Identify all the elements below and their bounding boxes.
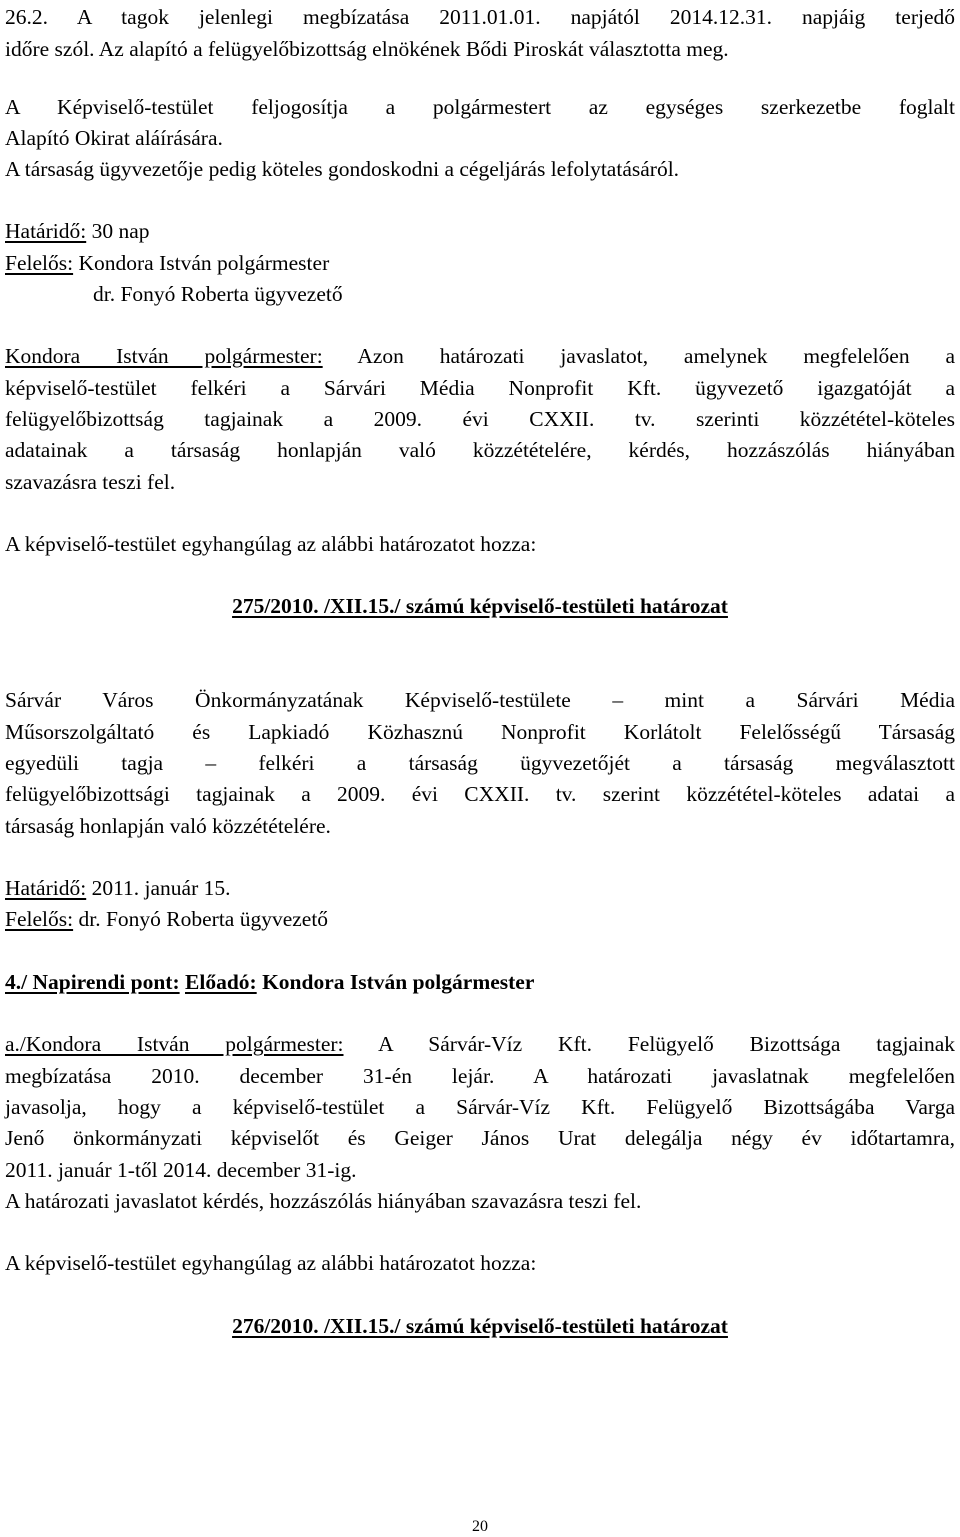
speech-text: Azon határozati javaslatot, amelynek megfelelően a xyxy=(322,344,955,368)
deadline-value: 2011. január 15. xyxy=(86,876,231,900)
vote-line: A képviselő-testület egyhangúlag az alábbi határozatot hozza: xyxy=(5,1251,537,1275)
paragraph-line: Alapító Okirat aláírására. xyxy=(5,126,223,150)
deadline-line xyxy=(5,875,955,901)
resolution-title xyxy=(0,1313,960,1339)
paragraph-line: A társaság ügyvezetője pedig köteles gondoskodni a cégeljárás lefolytatásáról. xyxy=(5,157,680,181)
paragraph-line: javasolja, hogy a képviselő-testület a Sárvár-Víz Kft. Felügyelő Bizottságába Varga xyxy=(5,1095,955,1119)
paragraph-line: A Képviselő-testület feljogosítja a polgármestert az egységes szerkezetbe foglalt xyxy=(5,95,955,119)
responsible-line: dr. Fonyó Roberta ügyvezető xyxy=(93,282,343,306)
paragraph-line: társaság honlapján való közzétételére. xyxy=(5,814,331,838)
paragraph-line: egyedüli tagja – felkéri a társaság ügyvezetőjét a társaság megválasztott xyxy=(5,751,955,775)
paragraph-line: felügyelőbizottsági tagjainak a 2009. évi CXXII. tv. szerint közzététel-köteles adatai a xyxy=(5,782,955,806)
paragraph-line: szavazásra teszi fel. xyxy=(5,470,176,494)
paragraph-line: Sárvár Város Önkormányzatának Képviselő-testülete – mint a Sárvári Média xyxy=(5,688,955,712)
resolution-title-text: 275/2010. /XII.15./ számú képviselő-testületi határozat xyxy=(232,594,728,618)
agenda-number: 4./ Napirendi pont: xyxy=(5,970,180,994)
paragraph-line: képviselő-testület felkéri a Sárvári Média Nonprofit Kft. ügyvezető igazgatóját a xyxy=(5,376,955,400)
deadline-label: Határidő: xyxy=(5,876,87,900)
paragraph-line: 2011. január 1-től 2014. december 31-ig. xyxy=(5,1158,357,1182)
paragraph-line: megbízatása 2010. december 31-én lejár. A határozati javaslatnak megfelelően xyxy=(5,1064,955,1088)
responsible-label: Felelős: xyxy=(5,251,74,275)
responsible-line xyxy=(5,250,955,276)
speech-text: A Sárvár-Víz Kft. Felügyelő Bizottsága tagjainak xyxy=(343,1032,955,1056)
paragraph-line: Műsorszolgáltató és Lapkiadó Közhasznú Nonprofit Korlátolt Felelősségű Társaság xyxy=(5,720,955,744)
responsible-value: dr. Fonyó Roberta ügyvezető xyxy=(73,907,329,931)
deadline-label: Határidő: xyxy=(5,219,87,243)
resolution-title-text: 276/2010. /XII.15./ számú képviselő-testületi határozat xyxy=(232,1314,728,1338)
responsible-line xyxy=(5,906,955,932)
paragraph-line: felügyelőbizottság tagjainak a 2009. évi CXXII. tv. szerinti közzététel-köteles xyxy=(5,407,955,431)
paragraph-line: adatainak a társaság honlapján való közzétételére, kérdés, hozzászólás hiányában xyxy=(5,438,955,462)
paragraph-line xyxy=(5,343,955,369)
paragraph-line: A határozati javaslatot kérdés, hozzászólás hiányában szavazásra teszi fel. xyxy=(5,1189,642,1213)
paragraph-line: 26.2. A tagok jelenlegi megbízatása 2011.01.01. napjától 2014.12.31. napjáig terjedő xyxy=(5,5,955,29)
paragraph-line xyxy=(5,1031,955,1057)
paragraph-line: időre szól. Az alapító a felügyelőbizottság elnökének Bődi Piroskát választotta meg. xyxy=(5,37,729,61)
presenter-label: Előadó: xyxy=(185,970,257,994)
responsible-label: Felelős: xyxy=(5,907,74,931)
vote-line: A képviselő-testület egyhangúlag az alábbi határozatot hozza: xyxy=(5,532,537,556)
page-number: 20 xyxy=(472,1518,488,1535)
deadline-line xyxy=(5,218,955,244)
speaker-label: Kondora István polgármester: xyxy=(5,344,323,368)
resolution-title xyxy=(0,593,960,619)
speaker-label: a./Kondora István polgármester: xyxy=(5,1032,344,1056)
paragraph-line: Jenő önkormányzati képviselőt és Geiger János Urat delegálja négy év időtartamra, xyxy=(5,1126,955,1150)
responsible-value: Kondora István polgármester xyxy=(73,251,330,275)
presenter-name: Kondora István polgármester xyxy=(256,970,535,994)
deadline-value: 30 nap xyxy=(86,219,150,243)
agenda-heading xyxy=(5,969,955,995)
